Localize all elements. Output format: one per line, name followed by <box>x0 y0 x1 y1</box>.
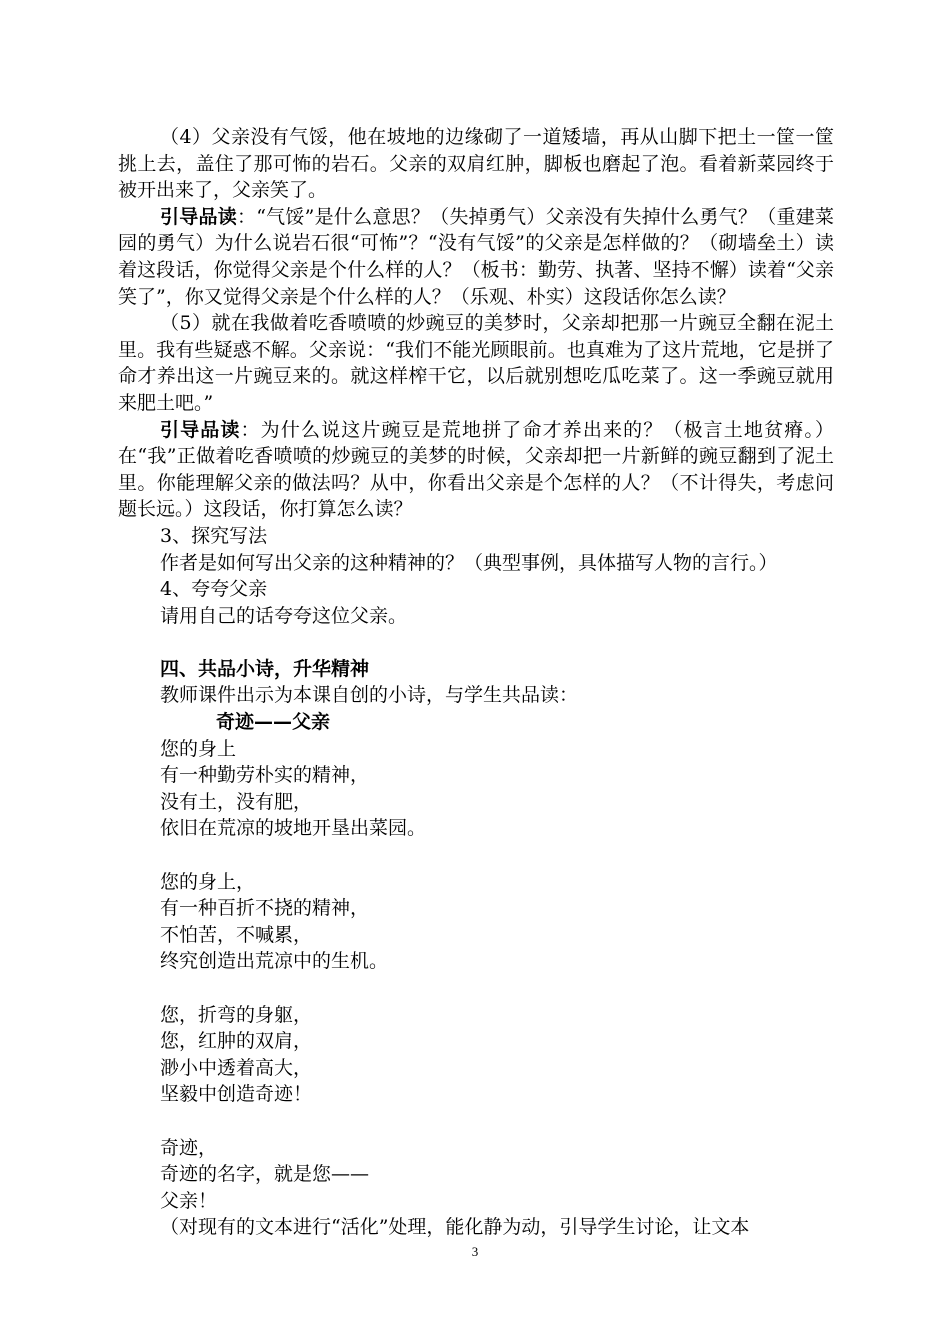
guide-reading-2 <box>118 417 834 523</box>
poem-line: 您，折弯的身躯， <box>160 1003 313 1026</box>
paragraph-5: （5）就在我做着吃香喷喷的炒豌豆的美梦时，父亲却把那一片豌豆全翻在泥土里。我有些疑惑不解。父亲说：“我们不能光顾眼前。也真难为了这片荒地，它是拼了命才养出这一片豌豆来的。就这样榨干它，以后就别想吃瓜吃菜了。这一季豌豆就用来肥土吧。” <box>118 312 834 414</box>
guide-reading-2-label: 引导品读 <box>160 418 241 441</box>
poem-line: 有一种百折不挠的精神， <box>160 897 370 920</box>
guide-reading-2-text: ：为什么说这片豌豆是荒地拼了命才养出来的？（极言土地贫瘠。）在“我”正做着吃香喷喷的炒豌豆的美梦的时候，父亲却把一片新鲜的豌豆翻到了泥土里。你能理解父亲的做法吗？从中，你看出父亲是个怎样的人？（不计得失，考虑问题长远。）这段话，你打算怎么读？ <box>118 418 834 521</box>
poem-line: 不怕苦，不喊累， <box>160 923 313 946</box>
poem-line: 坚毅中创造奇迹！ <box>160 1083 313 1106</box>
poem-line: 奇迹， <box>160 1136 218 1159</box>
page-number: 3 <box>471 1244 479 1259</box>
guide-reading-1 <box>118 204 834 310</box>
poem-line: 您的身上 <box>160 737 237 760</box>
paragraph-4: （4）父亲没有气馁，他在坡地的边缘砌了一道矮墙，再从山脚下把土一筐一筐挑上去，盖住了那可怖的岩石。父亲的双肩红肿，脚板也磨起了泡。看着新菜园终于被开出来了，父亲笑了。 <box>118 126 834 202</box>
poem-line: 有一种勤劳朴实的精神， <box>160 764 370 787</box>
guide-reading-1-text: ：“气馁”是什么意思？（失掉勇气）父亲没有失掉什么勇气？（重建菜园的勇气）为什么说岩石很“可怖”？“没有气馁”的父亲是怎样做的？（砌墙垒土）读着这段话，你觉得父亲是个什么样的人？（板书：勤劳、执著、坚持不懈）读着“父亲笑了”，你又觉得父亲是个什么样的人？（乐观、朴实）这段话你怎么读？ <box>118 205 834 308</box>
section-3-text: 作者是如何写出父亲的这种精神的？（典型事例，具体描写人物的言行。） <box>160 551 778 574</box>
section-4-title: 4、夸夸父亲 <box>160 578 268 601</box>
poem-line: 您的身上， <box>160 870 256 893</box>
page-content <box>118 124 834 1241</box>
poem-line: 没有土，没有肥， <box>160 790 313 813</box>
poem-line: 父亲！ <box>160 1189 218 1212</box>
section-intro: 教师课件出示为本课自创的小诗，与学生共品读： <box>160 684 579 707</box>
poem-line: 渺小中透着高大， <box>160 1056 313 1079</box>
section-heading: 四、共品小诗，升华精神 <box>160 657 370 680</box>
section-4-text: 请用自己的话夸夸这位父亲。 <box>160 604 408 627</box>
closing-note: （对现有的文本进行“活化”处理，能化静为动，引导学生讨论，让文本 <box>160 1216 750 1239</box>
poem-line: 您，红肿的双肩， <box>160 1030 313 1053</box>
spacer <box>118 975 834 1002</box>
poem-title: 奇迹——父亲 <box>216 711 331 734</box>
spacer <box>118 842 834 869</box>
poem-line: 依旧在荒凉的坡地开垦出菜园。 <box>160 817 427 840</box>
spacer <box>118 1108 834 1135</box>
poem-line: 终究创造出荒凉中的生机。 <box>160 950 389 973</box>
guide-reading-1-label: 引导品读 <box>160 205 237 228</box>
spacer <box>118 629 834 656</box>
poem-line: 奇迹的名字，就是您—— <box>160 1163 370 1186</box>
section-3-title: 3、探究写法 <box>160 524 268 547</box>
